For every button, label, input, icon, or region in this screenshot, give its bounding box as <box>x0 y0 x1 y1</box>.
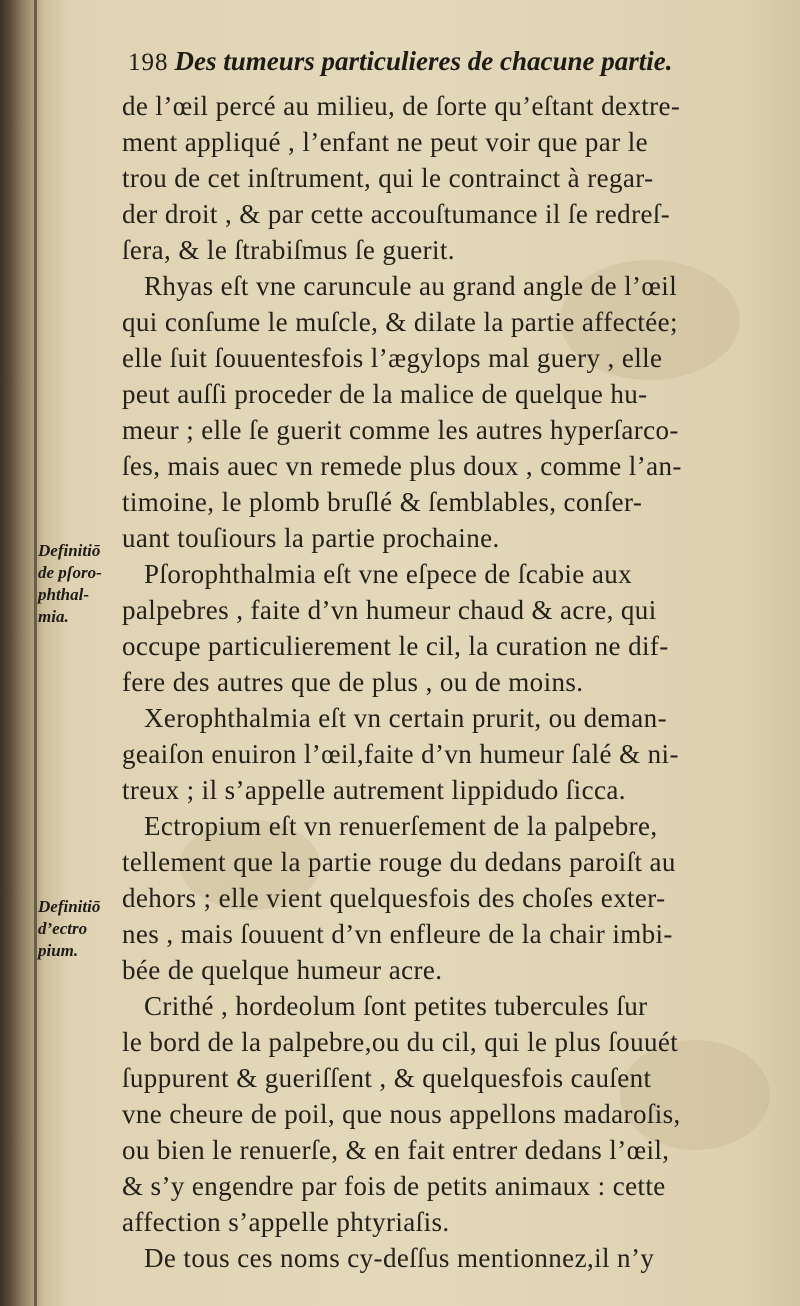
text-line: nes , mais ſouuent d’vn enfleure de la chair imbi- <box>122 919 673 949</box>
paragraph-start-line: Rhyas eſt vne caruncule au grand angle de l’œil <box>144 271 678 301</box>
text-line: qui conſume le muſcle, & dilate la partie affectée; <box>122 307 678 337</box>
text-line: ou bien le renuerſe, & en fait entrer dedans l’œil, <box>122 1135 670 1165</box>
paragraph-start-line: De tous ces noms cy-deſſus mentionnez,il n’y <box>144 1243 655 1273</box>
text-line: tellement que la partie rouge du dedans paroiſt au <box>122 847 676 877</box>
text-line: peut auſſi proceder de la malice de quelque hu- <box>122 379 648 409</box>
text-line: palpebres , faite d’vn humeur chaud & acre, qui <box>122 595 657 625</box>
text-line: vne cheure de poil, que nous appellons madaroſis, <box>122 1099 681 1129</box>
text-line: meur ; elle ſe guerit comme les autres hyperſarco- <box>122 415 679 445</box>
margin-note-line: de pſoro- <box>38 563 102 582</box>
text-line: timoine, le plomb bruſlé & ſemblables, conſer- <box>122 487 643 517</box>
page-number: 198 <box>128 49 169 76</box>
margin-note-line: Definitiō <box>38 541 101 560</box>
margin-note-ectropium <box>38 896 124 962</box>
margin-note-line: d’ectro <box>38 919 88 938</box>
text-line: treux ; il s’appelle autrement lippidudo ſicca. <box>122 775 626 805</box>
text-line: trou de cet inſtrument, qui le contrainct à regar- <box>122 163 654 193</box>
text-line: & s’y engendre par fois de petits animaux : cette <box>122 1171 666 1201</box>
binding-gutter <box>34 0 37 1306</box>
text-line: ſuppurent & gueriſſent , & quelquesfois cauſent <box>122 1063 652 1093</box>
text-line: dehors ; elle vient quelquesfois des choſes exter- <box>122 883 666 913</box>
paragraph-start-line: Pſorophthalmia eſt vne eſpece de ſcabie aux <box>144 559 633 589</box>
margin-note-line: mia. <box>38 607 69 626</box>
margin-note-psorophthalmia <box>38 540 124 628</box>
running-title: Des tumeurs particulieres de chacune partie. <box>174 46 673 76</box>
margin-note-line: Definitiō <box>38 897 101 916</box>
body-text <box>122 86 790 1296</box>
text-line: geaiſon enuiron l’œil,faite d’vn humeur ſalé & ni- <box>122 739 679 769</box>
paragraph-start-line: Crithé , hordeolum ſont petites tubercules ſur <box>144 991 648 1021</box>
margin-note-line: phthal- <box>38 585 90 604</box>
text-line: affection s’appelle phtyriaſis. <box>122 1207 450 1237</box>
margin-note-line: pium. <box>38 941 79 960</box>
text-line: le bord de la palpebre,ou du cil, qui le plus ſouuét <box>122 1027 679 1057</box>
text-line: der droit , & par cette accouſtumance il ſe redreſ- <box>122 199 671 229</box>
text-line: uant touſiours la partie prochaine. <box>122 523 500 553</box>
paragraph-start-line: Xerophthalmia eſt vn certain prurit, ou deman- <box>144 703 667 733</box>
text-line: fere des autres que de plus , ou de moins. <box>122 667 584 697</box>
text-line: occupe particulierement le cil, la curation ne dif- <box>122 631 669 661</box>
text-line: elle ſuit ſouuentesfois l’ægylops mal guery , elle <box>122 343 663 373</box>
text-line: ment appliqué , l’enfant ne peut voir que par le <box>122 127 649 157</box>
page-header <box>128 46 778 86</box>
text-line: ſera, & le ſtrabiſmus ſe guerit. <box>122 235 455 265</box>
text-line: de l’œil percé au milieu, de ſorte qu’eſtant dextre- <box>122 91 681 121</box>
text-line: ſes, mais auec vn remede plus doux , comme l’an- <box>122 451 682 481</box>
text-line: bée de quelque humeur acre. <box>122 955 443 985</box>
paragraph-start-line: Ectropium eſt vn renuerſement de la palpebre, <box>144 811 658 841</box>
